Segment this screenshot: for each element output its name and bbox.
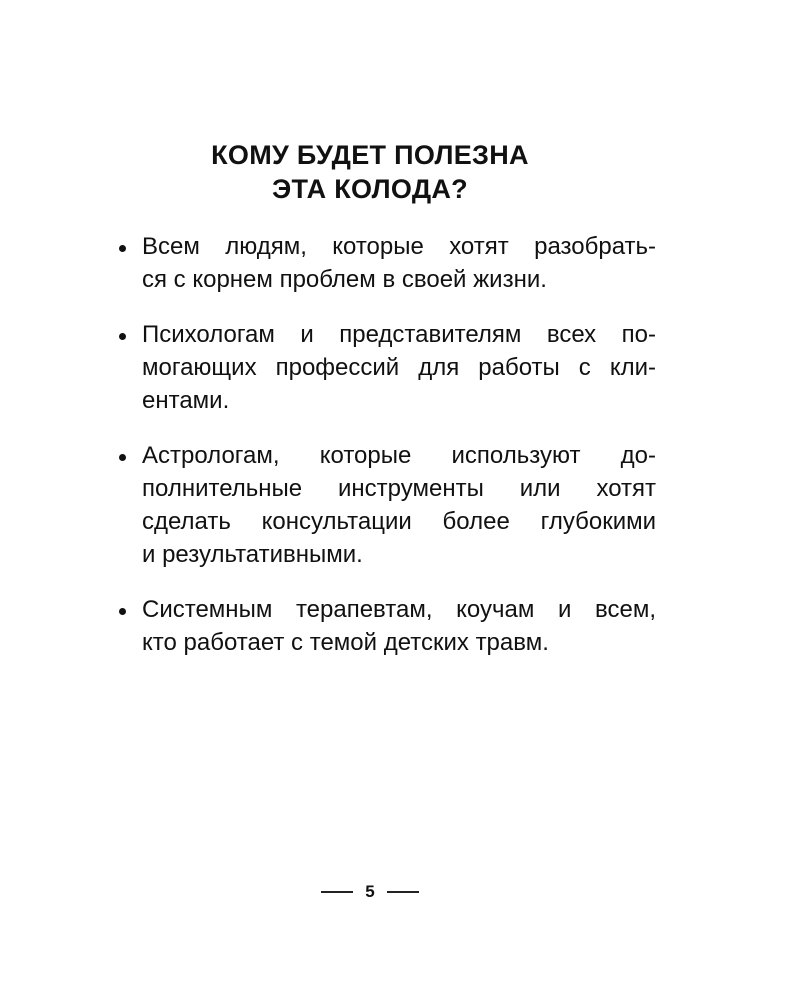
list-item	[116, 439, 656, 571]
page-heading	[0, 138, 740, 206]
list-item-line: кто работает с темой детских травм.	[142, 629, 549, 656]
bullet-icon	[119, 454, 126, 461]
page-footer	[0, 882, 740, 902]
list-item-line: сделать консультации более глубокими	[142, 508, 656, 535]
bullet-icon	[119, 608, 126, 615]
bullet-list	[116, 230, 656, 681]
list-item-line: Всем людям, которые хотят разобрать-	[142, 233, 656, 260]
dash-left-icon	[321, 891, 353, 893]
list-item	[116, 593, 656, 659]
list-item-line: и результативными.	[142, 541, 363, 568]
list-item-line: Психологам и представителям всех по-	[142, 321, 656, 348]
dash-right-icon	[387, 891, 419, 893]
list-item-line: ентами.	[142, 387, 230, 414]
bullet-icon	[119, 333, 126, 340]
bullet-icon	[119, 245, 126, 252]
list-item-line: ся с корнем проблем в своей жизни.	[142, 266, 547, 293]
list-item-line: могающих профессий для работы с кли-	[142, 354, 656, 381]
page-number: 5	[365, 882, 375, 901]
heading-line-2: ЭТА КОЛОДА?	[272, 174, 468, 204]
list-item	[116, 318, 656, 417]
list-item	[116, 230, 656, 296]
heading-line-1: КОМУ БУДЕТ ПОЛЕЗНА	[211, 140, 529, 170]
list-item-line: Астрологам, которые используют до-	[142, 442, 656, 469]
list-item-line: полнительные инструменты или хотят	[142, 475, 656, 502]
list-item-line: Системным терапевтам, коучам и всем,	[142, 596, 656, 623]
